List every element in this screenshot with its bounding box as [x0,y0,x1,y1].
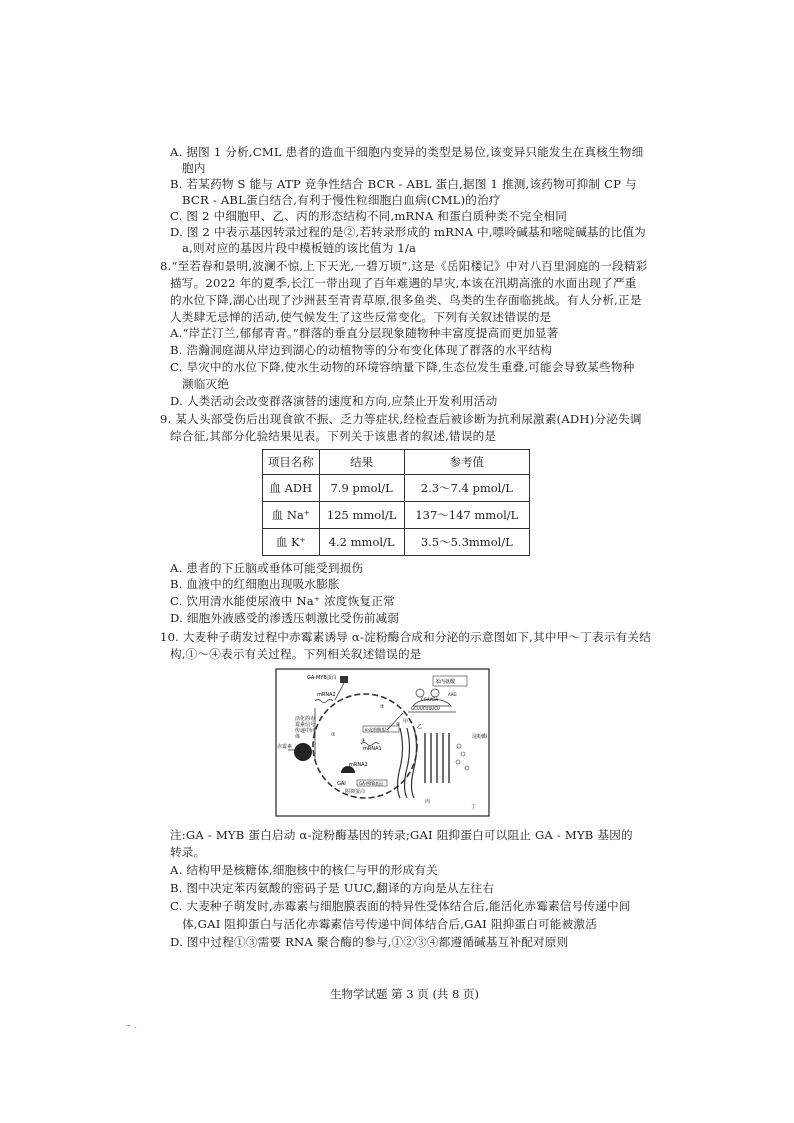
table-cell: 血 K⁺ [263,529,320,556]
mrna1-label: mRNA1 [363,746,382,752]
bases-label: GCUUCUUUCU [411,706,441,711]
lab-results-table [262,449,530,556]
ga-myb-protein-icon [340,676,348,683]
text-line-q8c-2: 濒临灭绝 [182,377,230,391]
structure-yi-label: 乙 [417,724,423,730]
structure-jia-label: 甲 [403,719,409,725]
circle-1-label: ① [331,732,336,738]
page-footer: 生物学试题 第 3 页 (共 8 页) [330,987,480,1001]
table-header-row [263,450,530,475]
amino-acid-icon [431,689,439,697]
text-line-q9-2: 综合征,其部分化验结果见表。下列关于该患者的叙述,错误的是 [170,429,497,443]
text-line-q8-2: 描写。2022 年的夏季,长江一带出现了百年难遇的旱灾,本该在汛期高涨的水面出现了严重 [170,276,637,290]
ga-myb-label: GA-MYB蛋白 [307,675,337,681]
text-line-q8-4: 人类肆无忌惮的活动,使气候发生了这些反常变化。下列有关叙述错误的是 [170,310,552,324]
codon-label: CGAAGA [421,697,439,702]
text-line-q10note-1: 注:GA - MYB 蛋白启动 α-淀粉酶基因的转录;GAI 阻抑蛋白可以阻止 GA - MYB 基因的 [170,828,633,842]
structure-ding-label: 丁 [471,804,477,810]
text-line-q10note-2: 转录。 [170,845,206,859]
structure-bing-label: 丙 [425,799,431,805]
table-cell: 2.3～7.4 pmol/L [404,475,529,502]
table-cell: 125 mmol/L [319,502,404,529]
text-line-q8a: A.“岸芷汀兰,郁郁青青。”群落的垂直分层现象随物种丰富度提高而更加显著 [170,326,559,340]
text-line-q9-1: 9. 某人头部受伤后出现食欲不振、乏力等症状,经检查后被诊断为抗利尿激素(ADH)分泌失调 [160,412,642,426]
header-reference: 参考值 [404,450,529,475]
table-cell: 137～147 mmol/L [404,502,529,529]
starch-enzyme-label: 淀粉酶 [472,734,488,740]
text-line-q10a: A. 结构甲是核糖体,细胞核中的核仁与甲的形成有关 [170,863,438,877]
text-line-q10-1: 10. 大麦种子萌发过程中赤霉素诱导 α-淀粉酶合成和分泌的示意图如下,其中甲～丁表示有关结 [160,630,652,644]
activated-intermediate-label: 活化的赤霉素信号传递中间体 [295,716,316,740]
text-line-q10c-2: 体,GAI 阻抑蛋白与活化赤霉素信号传递中间体结合后,GAI 阻抑蛋白可能被激活 [182,917,597,931]
text-line-q7d-2: a,则对应的基因片段中模板链的该比值为 1/a [182,241,417,255]
er-membranes [398,728,417,798]
table-cell: 4.2 mmol/L [319,529,404,556]
mrna2-bottom-label: mRNA2 [349,762,368,768]
text-line-q8-3: 的水位下降,湖心出现了沙洲甚至青青草原,很多鱼类、鸟类的生存面临挑战。有人分析,正是 [170,293,642,307]
text-line-q10c-1: C. 大麦种子萌发时,赤霉素与细胞膜表面的特异性受体结合后,能活化赤霉素信号传递中间 [170,899,631,913]
table-cell: 血 Na⁺ [263,502,320,529]
aag-label: AAG [448,692,457,697]
text-line-q7a-2: 胞内 [182,161,206,175]
table-cell: 3.5～5.3mmol/L [404,529,529,556]
text-line-q7c: C. 图 2 中细胞甲、乙、丙的形态结构不同,mRNA 和蛋白质种类不完全相同 [170,209,568,223]
vesicle-icon [457,744,461,748]
text-line-q8b: B. 浩瀚洞庭湖从岸边到湖心的动植物等的分布变化体现了群落的水平结构 [170,343,553,357]
table-cell: 血 ADH [263,475,320,502]
vesicle-icon [456,760,460,764]
text-line-q9b: B. 血液中的红细胞出现吸水膨胀 [170,577,340,591]
vesicle-icon [465,766,469,770]
cell-outline [276,669,489,816]
amino-acid-icon [416,689,424,697]
table-row [263,529,530,556]
mrna2-top-label: mRNA2 [317,692,336,698]
text-line-q7b-1: B. 若某药物 S 能与 ATP 竞争性结合 BCR - ABL 蛋白,据图 1 推测,该药物可抑制 CP 与 [170,177,637,191]
text-line-q9a: A. 患者的下丘脑或垂体可能受到损伤 [170,561,364,575]
mrna2-top-wave [315,700,333,703]
text-line-q10b: B. 图中决定苯丙氨酸的密码子是 UUC,翻译的方向是从左往右 [170,881,495,895]
text-line-q7b-2: BCR - ABL蛋白结合,有利于慢性粒细胞白血病(CML)的治疗 [182,193,501,207]
aleurone-cell-diagram [275,668,490,817]
text-line-q8d: D. 人类活动会改变群落演替的速度和方向,应禁止开发利用活动 [170,394,498,408]
text-line-q8c-1: C. 旱灾中的水位下降,使水生动物的环境容纳量下降,生态位发生重叠,可能会导致某些物种 [170,360,635,374]
transport-arrow [387,713,403,730]
amylase-gene-label: α-淀粉酶基因 [365,727,390,732]
ga-myb-gene-label: GA-MYB基因 [359,781,383,786]
table-cell: 7.9 pmol/L [319,475,404,502]
vesicle-icon [461,752,465,756]
header-item: 项目名称 [263,450,320,475]
gai-label: GAI [337,781,346,787]
corner-mark: – . [126,1020,138,1031]
table-row [263,475,530,502]
circle-3-label: ③ [361,738,366,744]
text-line-q8-1: 8.“至若春和景明,波澜不惊,上下天光,一碧万顷”,这是《岳阳楼记》中对八百里洞庭的一段精彩 [160,259,648,273]
text-line-q7a-1: A. 据图 1 分析,CML 患者的造血干细胞内变异的类型是易位,该变异只能发生在真核生物细 [170,145,644,159]
text-line-q10-2: 构,①～④表示有关过程。下列相关叙述错误的是 [170,647,422,661]
gai-protein-label: 阻抑蛋白 [345,789,366,795]
text-line-q10d: D. 图中过程①③需要 RNA 聚合酶的参与,①②③④都遵循碱基互补配对原则 [170,935,569,949]
gibberellin-label: 赤霉素 [277,744,293,750]
text-line-q7d-1: D. 图 2 中表示基因转录过程的是②,若转录形成的 mRNA 中,嘌呤碱基和嘧啶碱基的比值为 [170,225,646,239]
golgi-stack [425,733,449,783]
phe-label: 苯丙氨酸 [435,679,456,685]
circle-4-label: ④ [396,722,401,728]
text-line-q9c: C. 饮用清水能使尿液中 Na⁺ 浓度恢复正常 [170,594,395,608]
circle-2-label: ② [380,704,385,710]
receptor-icon [294,743,312,761]
arrow-ga-myb [335,683,344,700]
text-line-q9d: D. 细胞外液感受的渗透压刺激比受伤前减弱 [170,611,400,625]
header-result: 结果 [319,450,404,475]
table-row [263,502,530,529]
